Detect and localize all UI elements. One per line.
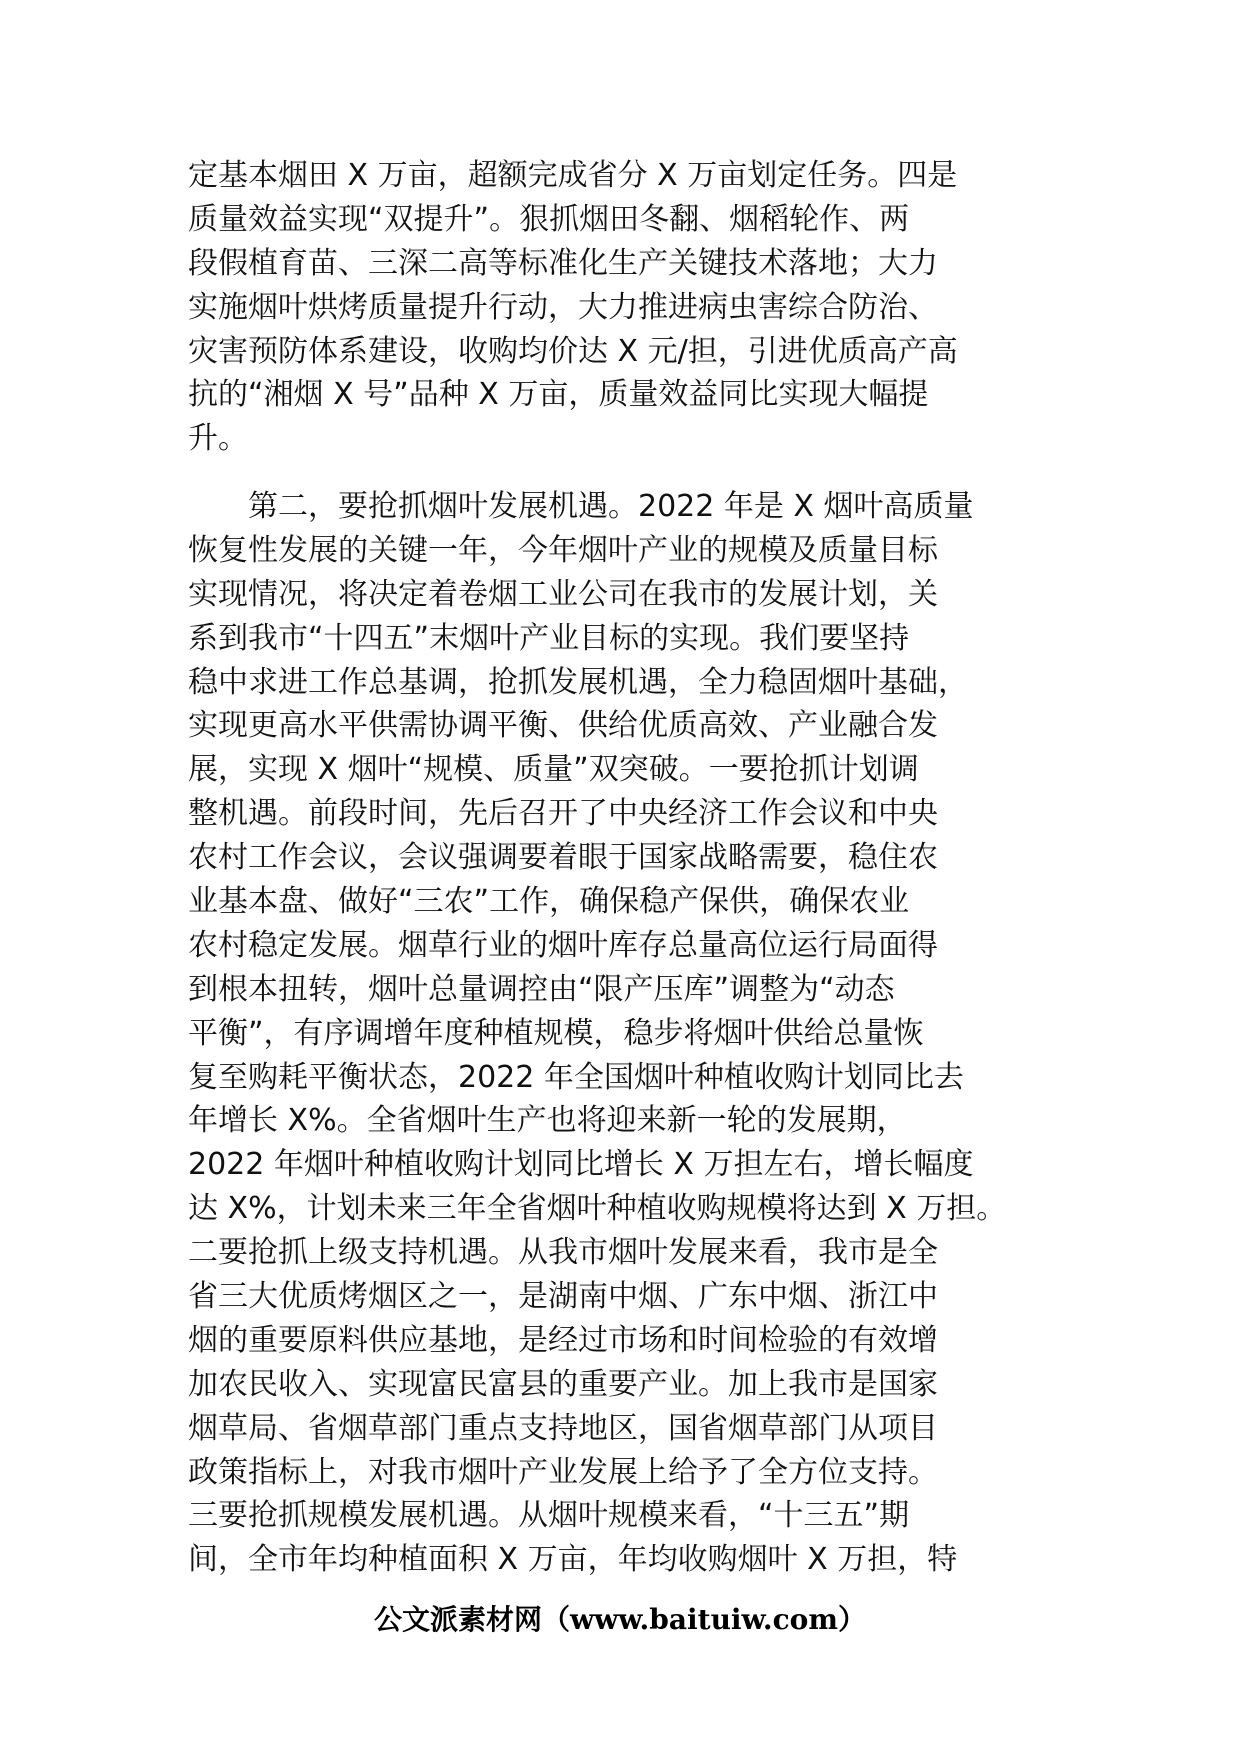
page-footer-watermark: 公文派素材网（www.baituiw.com）	[374, 1603, 866, 1636]
text-line: 农村工作会议，会议强调要着眼于国家战略需要，稳住农	[188, 840, 938, 876]
text-line: 烟草局、省烟草部门重点支持地区，国省烟草部门从项目	[188, 1410, 938, 1446]
paragraph-1	[188, 154, 1068, 461]
text-line: 灾害预防体系建设，收购均价达 X 元/担，引进优质高产高	[188, 333, 958, 369]
paragraph-2	[188, 485, 1068, 1582]
text-line: 升。	[188, 421, 248, 457]
text-line: 到根本扭转，烟叶总量调控由“限产压库”调整为“动态	[188, 971, 895, 1007]
text-line: 系到我市“十四五”末烟叶产业目标的实现。我们要坚持	[188, 620, 910, 656]
text-line: 复至购耗平衡状态，2022 年全国烟叶种植收购计划同比去	[188, 1059, 964, 1095]
text-line: 恢复性发展的关键一年，今年烟叶产业的规模及质量目标	[188, 532, 938, 568]
text-line: 达 X%，计划未来三年全省烟叶种植收购规模将达到 X 万担。	[188, 1191, 1007, 1227]
text-line: 稳中求进工作总基调，抢抓发展机遇，全力稳固烟叶基础，	[188, 664, 968, 700]
text-line: 2022 年烟叶种植收购计划同比增长 X 万担左右，增长幅度	[188, 1147, 974, 1183]
text-line: 第二，要抢抓烟叶发展机遇。2022 年是 X 烟叶高质量	[188, 489, 974, 524]
text-line: 烟的重要原料供应基地，是经过市场和时间检验的有效增	[188, 1322, 938, 1358]
text-line: 平衡”，有序调增年度种植规模，稳步将烟叶供给总量恢	[188, 1015, 924, 1051]
text-line: 展，实现 X 烟叶“规模、质量”双突破。一要抢抓计划调	[188, 752, 919, 788]
text-line: 整机遇。前段时间，先后召开了中央经济工作会议和中央	[188, 796, 938, 832]
text-line: 政策指标上，对我市烟叶产业发展上给予了全方位支持。	[188, 1454, 938, 1490]
text-line: 加农民收入、实现富民富县的重要产业。加上我市是国家	[188, 1366, 938, 1402]
text-line: 质量效益实现“双提升”。狠抓烟田冬翻、烟稻轮作、两	[188, 201, 910, 237]
text-line: 定基本烟田 X 万亩，超额完成省分 X 万亩划定任务。四是	[188, 158, 958, 193]
text-line: 农村稳定发展。烟草行业的烟叶库存总量高位运行局面得	[188, 927, 938, 963]
text-line: 实现更高水平供需协调平衡、供给优质高效、产业融合发	[188, 708, 938, 744]
text-line: 段假植育苗、三深二高等标准化生产关键技术落地；大力	[188, 245, 938, 281]
text-line: 三要抢抓规模发展机遇。从烟叶规模来看，“十三五”期	[188, 1498, 910, 1534]
text-line: 年增长 X%。全省烟叶生产也将迎来新一轮的发展期，	[188, 1103, 907, 1139]
text-line: 实现情况，将决定着卷烟工业公司在我市的发展计划，关	[188, 576, 938, 612]
text-line: 省三大优质烤烟区之一，是湖南中烟、广东中烟、浙江中	[188, 1279, 938, 1315]
text-line: 抗的“湘烟 X 号”品种 X 万亩，质量效益同比实现大幅提	[188, 377, 929, 413]
text-line: 实施烟叶烘烤质量提升行动，大力推进病虫害综合防治、	[188, 289, 938, 325]
text-line: 二要抢抓上级支持机遇。从我市烟叶发展来看，我市是全	[188, 1235, 938, 1271]
text-line: 业基本盘、做好“三农”工作，确保稳产保供，确保农业	[188, 884, 910, 920]
text-line: 间，全市年均种植面积 X 万亩，年均收购烟叶 X 万担，特	[188, 1542, 958, 1578]
